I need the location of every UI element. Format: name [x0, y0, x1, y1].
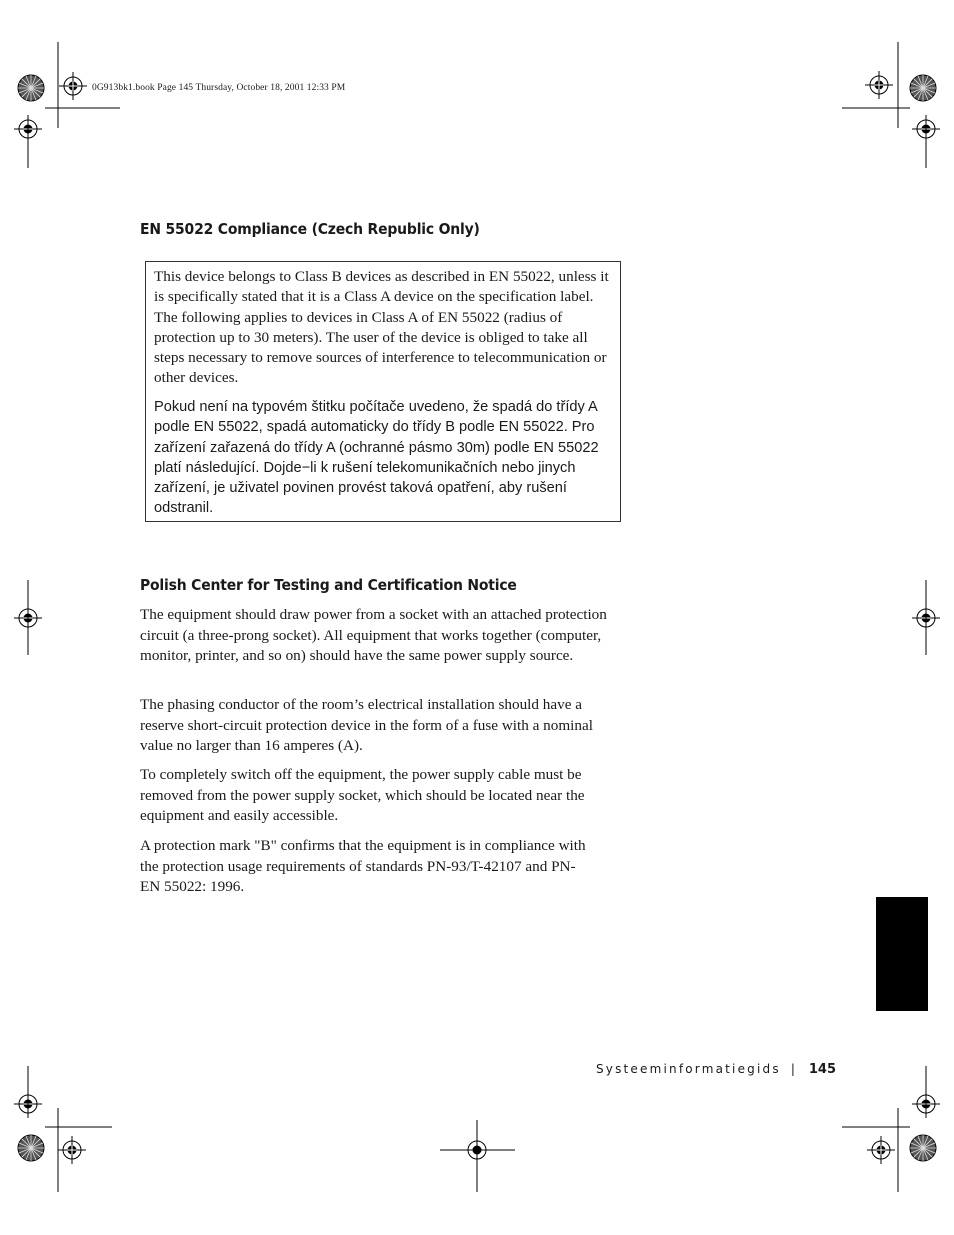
paragraph: To completely switch off the equipment, the power supply cable must be removed from the power supply socket, which should be located near the equipment and easily accessible. — [140, 766, 585, 824]
thumb-index-tab — [876, 897, 928, 1011]
czech-compliance-box — [145, 261, 621, 522]
paragraph: The equipment should draw power from a socket with an attached protection circuit (a three-prong socket). All equipment that works together (computer, monitor, printer, and so on) should have the same power supply source. — [140, 606, 607, 664]
paragraph: The phasing conductor of the room’s electrical installation should have a reserve short-circuit protection device in the form of a fuse with a nominal value no larger than 16 amperes (A). — [140, 696, 593, 754]
page-footer — [596, 1062, 836, 1077]
paragraph: A protection mark "B" confirms that the equipment is in compliance with the protection usage requirements of standards PN-93/T-42107 and PN-EN 55022: 1996. — [140, 837, 586, 895]
footer-separator: | — [790, 1062, 795, 1076]
page-number: 145 — [808, 1062, 836, 1077]
box-czech-text: Pokud není na typovém štitku počítače uvedeno, že spadá do třídy A podle EN 55022, spadá automaticky do třídy B podle EN 55022. Pro zařízení zařazená do třídy A (ochranné pásmo 30m) podle EN 55022 platí následující. Dojde−li k rušení telekomunikačních nebo jinych zařízení, je uživatel povinen provést taková opatření, aby rušení odstranil. — [154, 399, 599, 517]
section-heading-czech: EN 55022 Compliance (Czech Republic Only) — [140, 220, 480, 238]
section-heading-polish: Polish Center for Testing and Certification Notice — [140, 576, 517, 594]
box-english-text: This device belongs to Class B devices as described in EN 55022, unless it is specifically stated that it is a Class A device on the specification label. The following applies to devices in Class A of EN 55022 (radius of protection up to 30 meters). The user of the device is obliged to take all steps necessary to remove sources of interference to telecommunication or other devices. — [154, 268, 609, 387]
print-slug: 0G913bk1.book Page 145 Thursday, October 18, 2001 12:33 PM — [92, 83, 346, 93]
footer-book-title: Systeeminformatiegids — [595, 1062, 781, 1076]
